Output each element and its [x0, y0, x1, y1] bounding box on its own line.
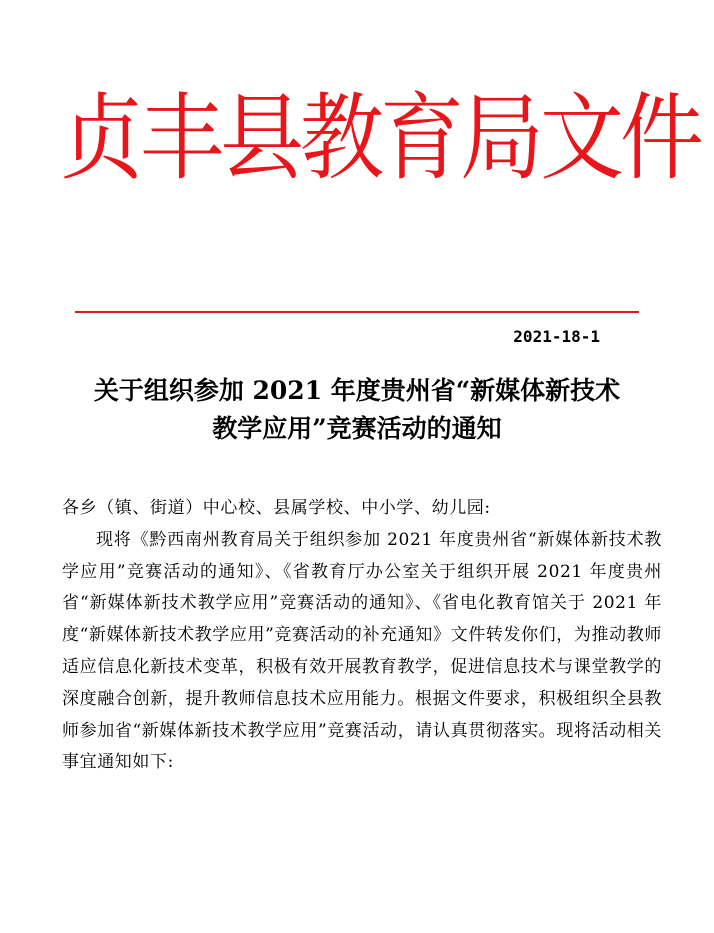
document-masthead: 贞丰县教育局文件: [60, 83, 701, 193]
document-number: 2021-18-1: [513, 327, 600, 346]
document-title: [40, 372, 674, 448]
salutation: 各乡（镇、街道）中心校、县属学校、中小学、幼儿园:: [62, 498, 491, 518]
title-line-1: 关于组织参加 2021 年度贵州省“新媒体新技术: [93, 376, 621, 405]
red-separator-rule: [75, 311, 639, 313]
document-body: [62, 493, 662, 779]
body-paragraph: 现将《黔西南州教育局关于组织参加 2021 年度贵州省“新媒体新技术教学应用”竞赛活动的通知》、《省教育厅办公室关于组织开展 2021 年度贵州省“新媒体新技术教学应用”竞赛活动的通知》、《省电化教育馆关于 2021 年度“新媒体新技术教学应用”竞赛活动的补充通知》文件转发你们，为推动教师适应信息化新技术变革，积极有效开展教育教学，促进信息技术与课堂教学的深度融合创新，提升教师信息技术应用能力。根据文件要求，积极组织全县教师参加省“新媒体新技术教学应用”竞赛活动，请认真贯彻落实。现将活动相关事宜通知如下:: [62, 529, 662, 773]
title-line-2: 教学应用”竞赛活动的通知: [212, 414, 502, 443]
